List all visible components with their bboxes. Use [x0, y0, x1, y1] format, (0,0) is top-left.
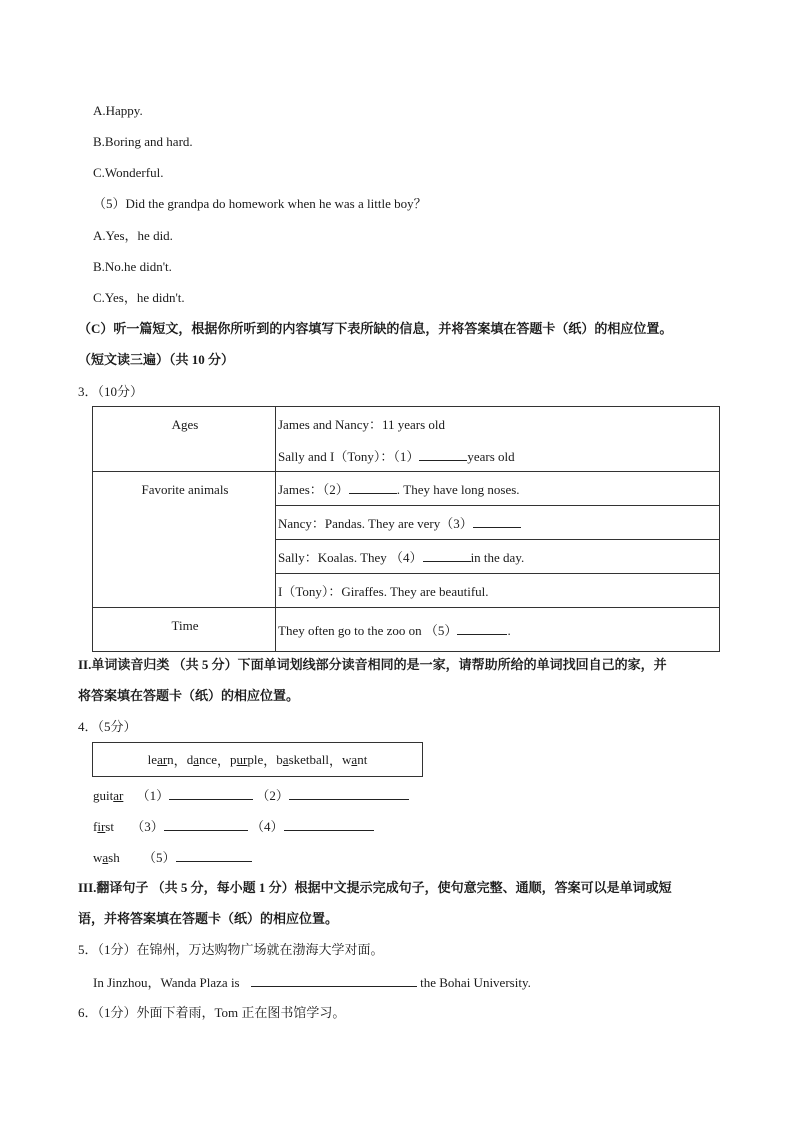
sally-suffix: in the day. [470, 550, 525, 565]
nancy-row [276, 506, 720, 540]
ages-label: Ages [93, 407, 276, 472]
answer-blank-5[interactable] [176, 849, 252, 862]
question-2-5: （5）Did the grandpa do homework when he was a little boy？ [93, 196, 427, 211]
time-label: Time [93, 608, 276, 652]
word-first: first [93, 819, 114, 834]
blank-label-4: （4） [250, 819, 284, 834]
time-row [276, 608, 720, 652]
tony-row: I（Tony）：Giraffes. They are beautiful. [276, 574, 720, 608]
answer-blank-4[interactable] [284, 818, 374, 831]
separator: ， [329, 753, 343, 768]
answer-blank[interactable] [251, 974, 417, 987]
option-b: B.No.he didn't. [93, 259, 172, 274]
james-suffix: . They have long noses. [396, 482, 520, 497]
blank-label-3: （3） [131, 819, 164, 834]
section-iii-heading: III.翻译句子 （共 5 分，每小题 1 分）根据中文提示完成句子，使句意完整、通顺，答案可以是单词或短 [78, 880, 672, 895]
sally-prefix: Sally：Koalas. They （4） [278, 550, 423, 565]
ages-row-2-prefix: Sally and I（Tony）：（1） [278, 448, 420, 464]
question-6-prompt: 6．（1分）外面下着雨，Tom 正在图书馆学习。 [78, 1005, 346, 1020]
word-wash: wash [93, 850, 120, 865]
word-learn: learn [147, 751, 174, 767]
listening-info-table [92, 406, 720, 652]
option-c: C.Yes，he didn't. [93, 290, 185, 305]
answer-blank-4[interactable] [423, 549, 471, 562]
blank-label-2: （2） [256, 788, 289, 803]
section-c-heading: （C）听一篇短文，根据你所听到的内容填写下表所缺的信息，并将答案填在答题卡（纸）的相应位置。 [78, 321, 673, 336]
word-purple: purple [230, 751, 264, 767]
section-ii-heading: II.单词读音归类 （共 5 分）下面单词划线部分读音相同的是一家，请帮助所给的单词找回自己的家，并 [78, 657, 667, 672]
section-c-heading-cont: （短文读三遍）（共 10 分） [78, 352, 235, 367]
option-c: C.Wonderful. [93, 165, 164, 180]
q5-prefix: In Jinzhou，Wanda Plaza is [93, 975, 240, 990]
james-row [276, 472, 720, 506]
separator: ， [263, 753, 277, 768]
section-iii-heading-cont: 语，并将答案填在答题卡（纸）的相应位置。 [78, 911, 339, 926]
answer-blank-3[interactable] [473, 515, 521, 528]
answer-blank-3[interactable] [164, 818, 248, 831]
separator: ， [173, 753, 187, 768]
blank-label-1: （1） [136, 788, 170, 803]
favorite-animals-label: Favorite animals [93, 472, 276, 608]
word-basketball: basketball [276, 751, 329, 767]
option-a: A.Happy. [93, 103, 143, 118]
ages-row-2-suffix: years old [467, 448, 515, 464]
option-a: A.Yes，he did. [93, 228, 173, 243]
section-ii-heading-cont: 将答案填在答题卡（纸）的相应位置。 [78, 688, 300, 703]
word-guitar: guitar [93, 788, 124, 803]
word-dance: dance [186, 751, 218, 767]
ages-row-1: James and Nancy：11 years old [276, 407, 720, 440]
answer-blank-1[interactable] [169, 787, 253, 800]
option-b: B.Boring and hard. [93, 134, 193, 149]
blank-label-5: （5） [142, 850, 176, 865]
answer-blank-2[interactable] [349, 481, 397, 494]
time-prefix: They often go to the zoo on （5） [278, 623, 458, 638]
word-row-guitar [93, 787, 409, 804]
word-box [92, 742, 423, 777]
nancy-prefix: Nancy：Pandas. They are very（3） [278, 516, 473, 531]
q5-suffix: the Bohai University. [420, 975, 531, 990]
question-5-prompt: 5．（1分）在锦州，万达购物广场就在渤海大学对面。 [78, 942, 384, 957]
word-row-wash [93, 849, 252, 866]
question-4-number: 4．（5分） [78, 719, 137, 734]
answer-blank-1[interactable] [419, 448, 467, 461]
word-want: want [342, 751, 368, 767]
question-3-number: 3．（10分） [78, 384, 144, 399]
separator: ， [217, 753, 231, 768]
answer-blank-2[interactable] [289, 787, 409, 800]
ages-row-2 [276, 439, 720, 472]
james-prefix: James：（2） [278, 482, 349, 497]
word-row-first [93, 818, 374, 835]
sally-row [276, 540, 720, 574]
question-5-sentence [93, 974, 531, 991]
answer-blank-5[interactable] [457, 622, 507, 635]
time-suffix: . [507, 623, 511, 638]
